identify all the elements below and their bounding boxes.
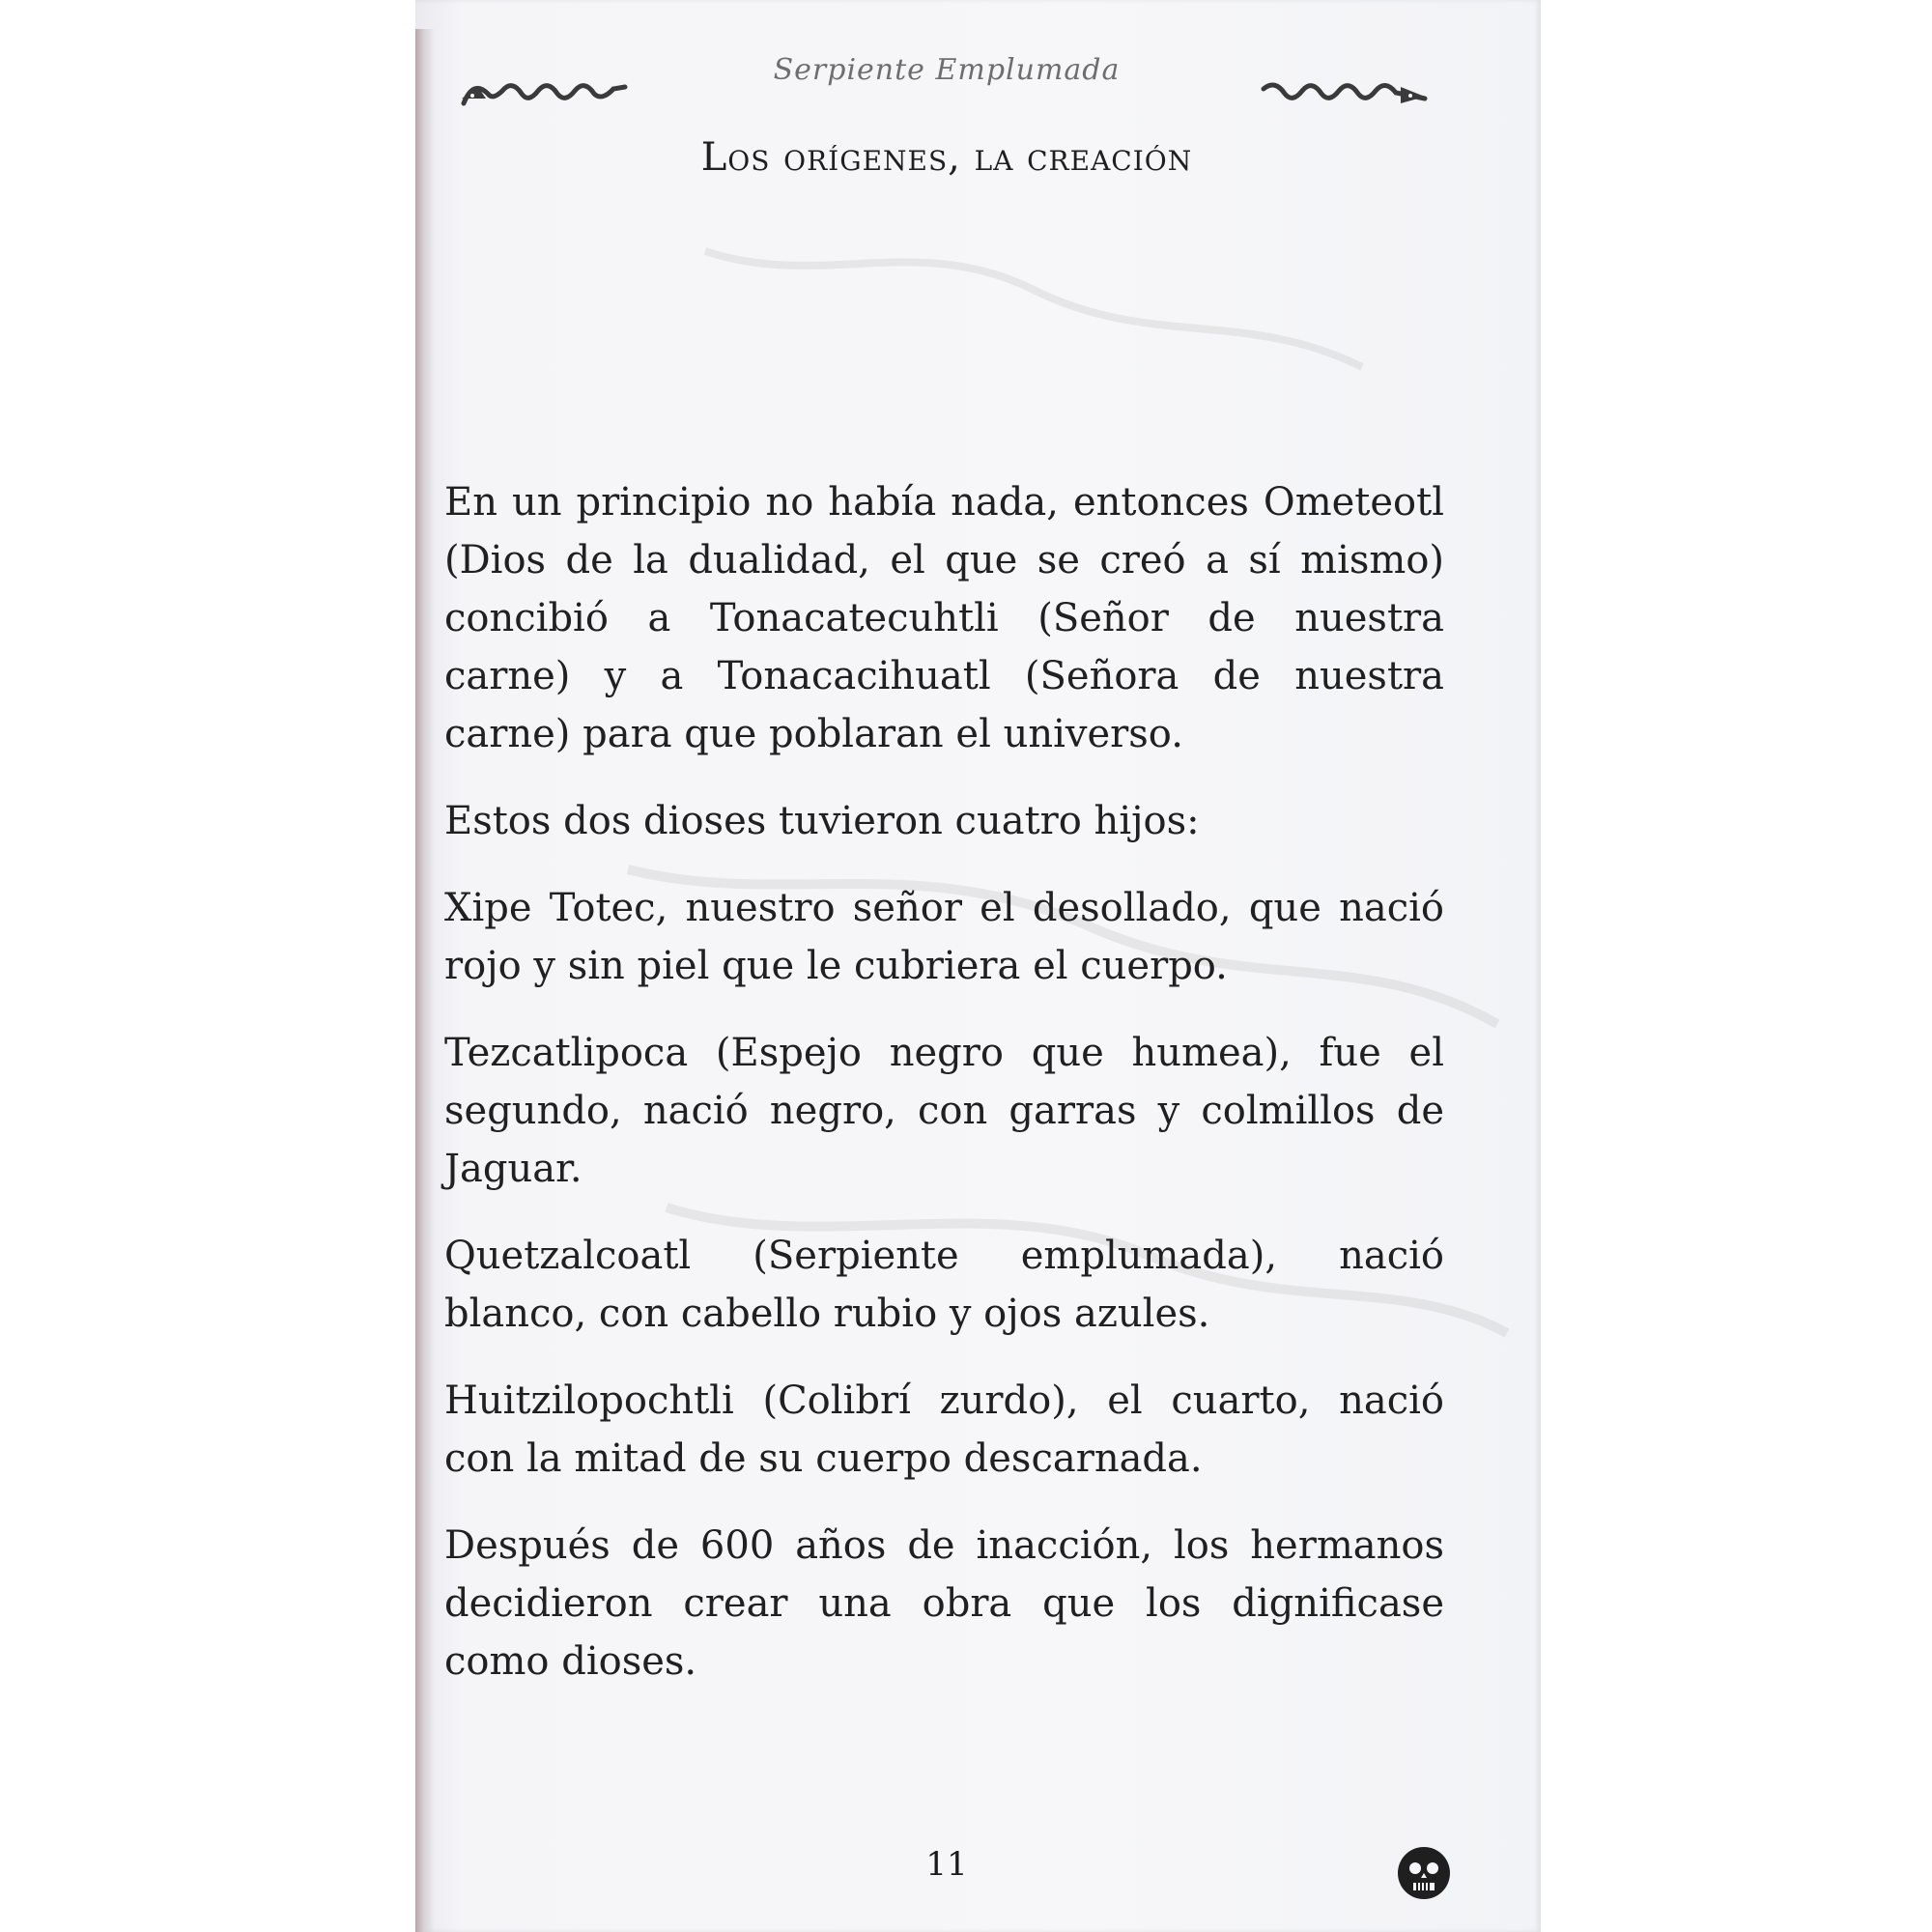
body-text xyxy=(444,473,1444,1719)
paragraph: Después de 600 años de inacción, los hermanos decidieron crear una obra que los dignificase como dioses. xyxy=(444,1523,1444,1684)
paragraph: Estos dos dioses tuvieron cuatro hijos: xyxy=(444,799,1200,843)
paragraph: Tezcatlipoca (Espejo negro que humea), fue el segundo, nació negro, con garras y colmillos de Jaguar. xyxy=(444,1031,1444,1191)
running-head: Serpiente Emplumada xyxy=(773,53,1121,87)
paragraph: Quetzalcoatl (Serpiente emplumada), nació blanco, con cabello rubio y ojos azules. xyxy=(444,1234,1444,1336)
paragraph: Huitzilopochtli (Colibrí zurdo), el cuarto, nació con la mitad de su cuerpo descarnada. xyxy=(444,1378,1444,1481)
paragraph: En un principio no había nada, entonces Ometeotl (Dios de la dualidad, el que se creó a sí mismo) concibió a Tonacatecuhtli (Señor de nuestra carne) y a Tonacacihuatl (Señora de nuestra carne) para que poblaran el universo. xyxy=(444,480,1444,756)
page-number: 11 xyxy=(925,1845,968,1884)
paragraph: Xipe Totec, nuestro señor el desollado, que nació rojo y sin piel que le cubriera el cuerpo. xyxy=(444,886,1444,988)
skull-icon xyxy=(1396,1845,1452,1901)
serpent-ornament-right-icon xyxy=(1256,70,1430,113)
chapter-title: Los orígenes, la creación xyxy=(700,135,1193,180)
book-page xyxy=(415,0,1541,1932)
